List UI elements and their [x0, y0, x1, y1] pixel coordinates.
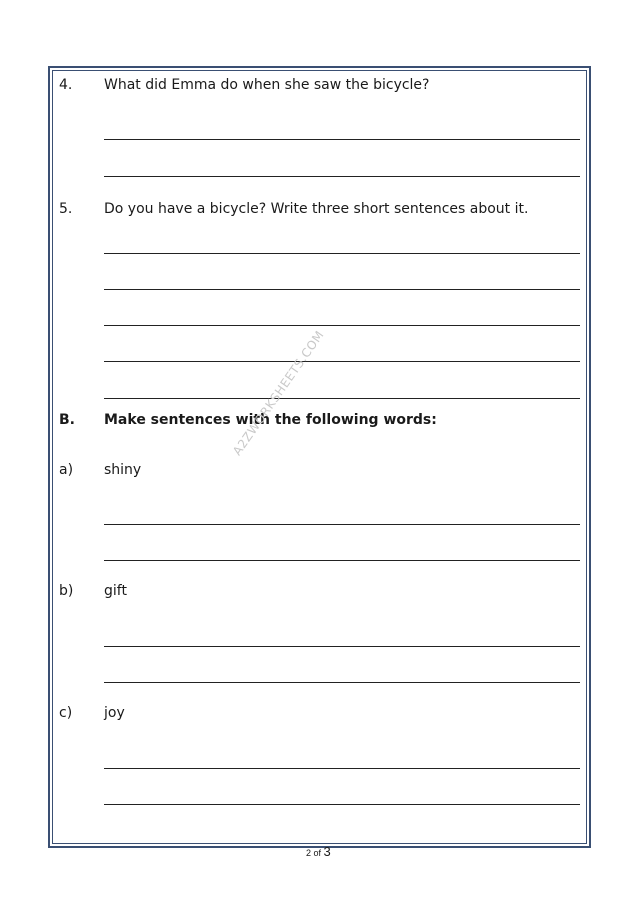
answer-line[interactable] [104, 253, 580, 254]
page-number-total: 3 [323, 844, 331, 859]
answer-line[interactable] [104, 139, 580, 140]
answer-line[interactable] [104, 646, 580, 647]
page-number [306, 844, 331, 859]
answer-line[interactable] [104, 289, 580, 290]
answer-line[interactable] [104, 560, 580, 561]
answer-line[interactable] [104, 361, 580, 362]
word-a-label: a) [59, 462, 74, 478]
answer-line[interactable] [104, 524, 580, 525]
section-b-title: Make sentences with the following words: [104, 412, 437, 428]
answer-line[interactable] [104, 804, 580, 805]
question-4-text: What did Emma do when she saw the bicycle? [104, 77, 430, 93]
word-a-text: shiny [104, 462, 142, 478]
answer-line[interactable] [104, 682, 580, 683]
word-c-text: joy [104, 705, 125, 721]
answer-line[interactable] [104, 176, 580, 177]
word-b-text: gift [104, 583, 127, 599]
page-number-prefix: 2 of [306, 848, 322, 858]
word-b-label: b) [59, 583, 74, 599]
question-5-text: Do you have a bicycle? Write three short sentences about it. [104, 201, 529, 217]
answer-line[interactable] [104, 768, 580, 769]
page-border-inner [52, 70, 587, 844]
watermark: A2ZWORKSHEETS.COM [230, 328, 327, 459]
question-4-number: 4. [59, 77, 73, 93]
answer-line[interactable] [104, 398, 580, 399]
section-b-label: B. [59, 412, 75, 428]
question-5-number: 5. [59, 201, 73, 217]
word-c-label: c) [59, 705, 73, 721]
answer-line[interactable] [104, 325, 580, 326]
